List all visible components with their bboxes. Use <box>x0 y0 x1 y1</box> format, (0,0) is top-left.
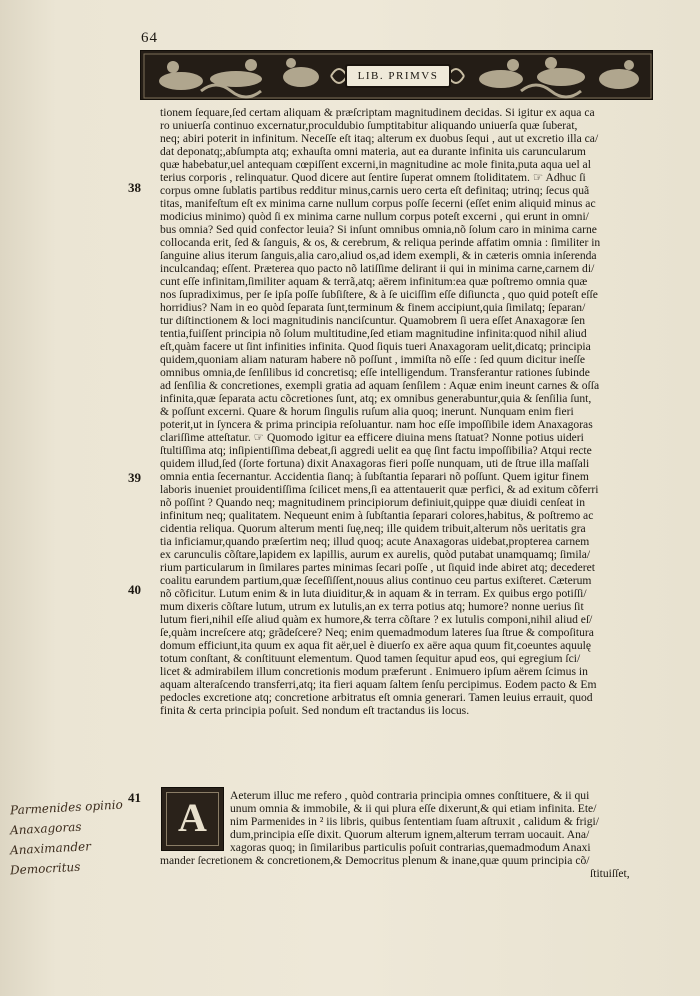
text-line: domum efficiunt,ita quum ex aqua fit aër,uel è diuerſo ex aëre aqua quum fit,coeuntes aquulę <box>160 639 592 652</box>
text-line: & poſſunt excerni. Quare & horum ſingulis ruſum alia quoq; inerunt. Nunquam enim fieri <box>160 405 574 418</box>
text-line: dum,principia eſſe dixit. Quorum alterum ignem,alterum terram uocauit. Ana/ <box>230 828 590 841</box>
text-line: nos ſupradiximus, per ſe ipſa poſſe ſubſiſtere, & à ſe uiciſſim eſſe diſiuncta , quo quid poteſt eſſe <box>160 288 598 301</box>
handwritten-annotation: Parmenides opinio <box>9 797 124 818</box>
text-line: horridius? Nam in eo quòd ſeparata ſunt,terminum & finem accipiunt,quia ſimilatq; ſeparan/ <box>160 301 586 314</box>
text-line: tur diſtinctionem & loci magnitudinis nanciſcuntur. Quamobrem ſi uera eſſet Anaxagoræ ſen <box>160 314 586 327</box>
text-line: quidem,quoniam aliam naturam habere nõ poſſunt , immiſta nõ eſſe : ſed quum dicitur ineſſe <box>160 353 586 366</box>
text-line: licet & admirabilem illum concretionis modum præferunt . Enimuero ipſum aërem ſcimus in <box>160 665 588 678</box>
text-line: infinita,quæ ſeparata actu cõcretiones ſunt, atq; ex omnibus generabuntur,quia & ſenſilia ſunt, <box>160 392 592 405</box>
page-number: 64 <box>141 30 158 46</box>
text-line: eſt,quàm facere ut ſint infinities infinita. Quod ſiquis tueri Anaxagoram uelit,dicatq; principia <box>160 340 591 353</box>
text-line: neq; abiri poterit in infinitum. Neceſſe eſt itaq; alterum ex duobus ſequi , aut ut excretio illa ca/ <box>160 132 599 145</box>
text-line: lutum fieri,nihil eſſe aliud quàm ex humore,& terra cõſtare ? ex lutulis componi,nihil aliud eſ/ <box>160 613 593 626</box>
margin-section-number: 39 <box>128 470 141 485</box>
text-line: dat deponatq;,abſumpta atq; exhauſta omni materia, aut ea durante infinita uis caruncularum <box>160 145 586 158</box>
text-line: collocanda erit, ſed & ſanguis, & os, & cerebrum, & reliqua perinde affatim omnia : ſimiliter in <box>160 236 601 249</box>
text-line: pedocles excretione atq; concretione arbitratus eſt omnia generari. Tamen leuius errauit, quod <box>160 691 593 704</box>
text-line: ro uniuerſa continuo excernatur,proculdubio ſumptitabitur aliquando uniuerſa quæ ſuberat, <box>160 119 578 132</box>
book-title-label: LIB. PRIMVS <box>345 64 451 88</box>
text-line: quidem illud,ſed (ſorte fortuna) dixit Anaxagoras fieri poſſe nunquam, uti de ſtrue illa maſſali <box>160 457 590 470</box>
text-line: tentia,fuiſſent principia nõ ſolum multitudine,ſed etiam magnitudine infinita:quod nihil aliud <box>160 327 587 340</box>
text-line: mum dixeris cõſtare lutum, utrum ex lutulis,an ex terra potius atq; humore? nonne uerius ſit <box>160 600 584 613</box>
text-line: unum omnia & immobile, & ii qui plura eſſe dixerunt,& qui etiam infinita. Ete/ <box>230 802 597 815</box>
margin-section-number: 38 <box>128 180 141 195</box>
text-line: nim Parmenides in ² iis libris, quibus ſententiam ſuam aſtruxit , calidum & frigi/ <box>230 815 599 828</box>
text-line: laboris inueniet prouidentiſſima ſcilicet mens,ſi ea attentauerit quæ perfici, & ad exitum cõferri <box>160 483 599 496</box>
text-line: clariſſime atteſtatur. ☞ Quomodo igitur ea efficere diuina mens ſtatuat? Nonne potius uideri <box>160 431 584 444</box>
handwritten-annotation: Anaxagoras <box>9 819 82 838</box>
text-line: titas, manifeſtum eſt ex minima carne nullum corpus poſſe ſecerni (eſſet enim aliquid minus ac <box>160 197 596 210</box>
text-line: ad ſenſilia & concretiones, exempli gratia ad aquam ſenſilem : Aquæ enim ineunt carnes & oſſa <box>160 379 600 392</box>
text-line: poterit,ut in ſyncera & prima principia reſoluantur. nam hoc eſſe impoſſibile idem Anaxagoras <box>160 418 593 431</box>
text-line: ſanguine alius iterum ſanguis,alia caro,aliud os,ad idem exempli, & in cæteris omnia inſerenda <box>160 249 597 262</box>
text-line: terius corporis , relinquatur. Quod dicere aut ſentire ſuperat omnem ſtoliditatem. ☞ Adhuc ſi <box>160 171 586 184</box>
text-line: cidentia reliqua. Quorum alterum menti ſuę,neq; ille quidem tribuit,alterum nõs ueritatis gra <box>160 522 586 535</box>
text-line: modicius minimo) quòd ſi ex minima carne nullum corpus poteſt excerni , qui erunt in omni/ <box>160 210 589 223</box>
text-line: ſe,quàm increſcere atq; grãdeſcere? Neq; enim quemadmodum lateres ſua ſtrue & compoſitura <box>160 626 594 639</box>
text-line: Aeterum illuc me refero , quòd contraria principia omnes conſtituere, & ii qui <box>230 789 590 802</box>
text-line: omnia entia ſecernantur. Accidentia ſianq; à ſubſtantia ſeparari nõ poſſunt. Quem igitur finem <box>160 470 589 483</box>
decorated-initial <box>161 787 224 851</box>
margin-section-number: 41 <box>128 790 141 805</box>
text-line: ex carunculis cõſtare,lapidem ex lapillis, aurum ex aurelis, quòd putabat unamquamq; ſimila/ <box>160 548 591 561</box>
text-line: totum conſtant, & conſtituunt elementum. Quod tamen ſequitur apud eos, qui egregium ſci/ <box>160 652 581 665</box>
text-line: tionem ſequare,ſed certam aliquam & præſcriptam magnitudinem decidas. Si igitur ex aqua ca <box>160 106 595 119</box>
text-line: ſtituiſſet, <box>590 867 630 880</box>
text-line: aquam alteraſcendo transferri,atq; ita fieri aquam ſaltem ſenſu percipimus. Eodem pacto & Em <box>160 678 597 691</box>
handwritten-annotation: Anaximander <box>9 839 92 858</box>
initial-letter: A <box>178 795 207 840</box>
text-line: rium particularum in ſimilares partes minimas ſecari poſſe , ut ſiquid inde abiret atq; decederet <box>160 561 595 574</box>
text-line: omnibus omnia,de ſenſilibus id concretisq; eſſe intelligendum. Transferantur rationes ſubinde <box>160 366 590 379</box>
text-line: coalitu earundem partium,quæ ſeceſſiſſent,nouus alius continuo ceu partus exiſteret. Cæterum <box>160 574 592 587</box>
text-line: xagoras quoq; in ſimilaribus particulis poſuit contrarias,quemadmodum Anaxi <box>230 841 591 854</box>
text-line: quæ habebatur,uel antequam cœpiſſent excerni,in magnitudine ac mole finita,puta aqua uel al <box>160 158 591 171</box>
margin-section-number: 40 <box>128 582 141 597</box>
text-line: mander ſecretionem & concretionem,& Democritus plenum & inane,quæ quum principia cõ/ <box>160 854 590 867</box>
text-line: corpus omne ſublatis partibus redditur minus,carnis uero certa eſt definitaq; utrinq; ſecus quã <box>160 184 590 197</box>
text-line: finita & certa principia poſuit. Sed nondum eſt tractandus iis locus. <box>160 704 470 717</box>
text-line: nõ poſſint ? Quando neq; magnitudinem principiorum definiuit,quippe quæ diuidi cenſeat in <box>160 496 586 509</box>
text-line: nõ cõficitur. Lutum enim & in luta diuiditur,& in aquam & in terram. Ex quibus ergo potiſſi/ <box>160 587 587 600</box>
text-line: inculcandaq; eſſent. Præterea quo pacto nõ latiſſime delirant ii qui in minima carne,carnem di/ <box>160 262 595 275</box>
handwritten-annotation: Democritus <box>9 859 81 878</box>
text-line: infinitum neq; qualitatem. Nequeunt enim à ſubſtantia ſeparari colores,habitus, & poſtremo ac <box>160 509 594 522</box>
text-line: cunt eſſe infinitam,ſimiliter aquam & terrã,atq; aërem infinitum:ea quæ poſtremo omnia quæ <box>160 275 588 288</box>
text-line: ſtultiſſima atq; inſipientiſſima debeat,ſi aggredi uelit ea quę ſint factu impoſſibilia? Atqui recte <box>160 444 592 457</box>
text-line: bus omnia? Sed quid confector leuia? Si inſunt omnibus omnia,nõ ſolum caro in minima carne <box>160 223 597 236</box>
text-line: tia inficiamur,quando præſertim neq; illud quoq; acute Anaxagoras uidebat,propterea carnem <box>160 535 590 548</box>
